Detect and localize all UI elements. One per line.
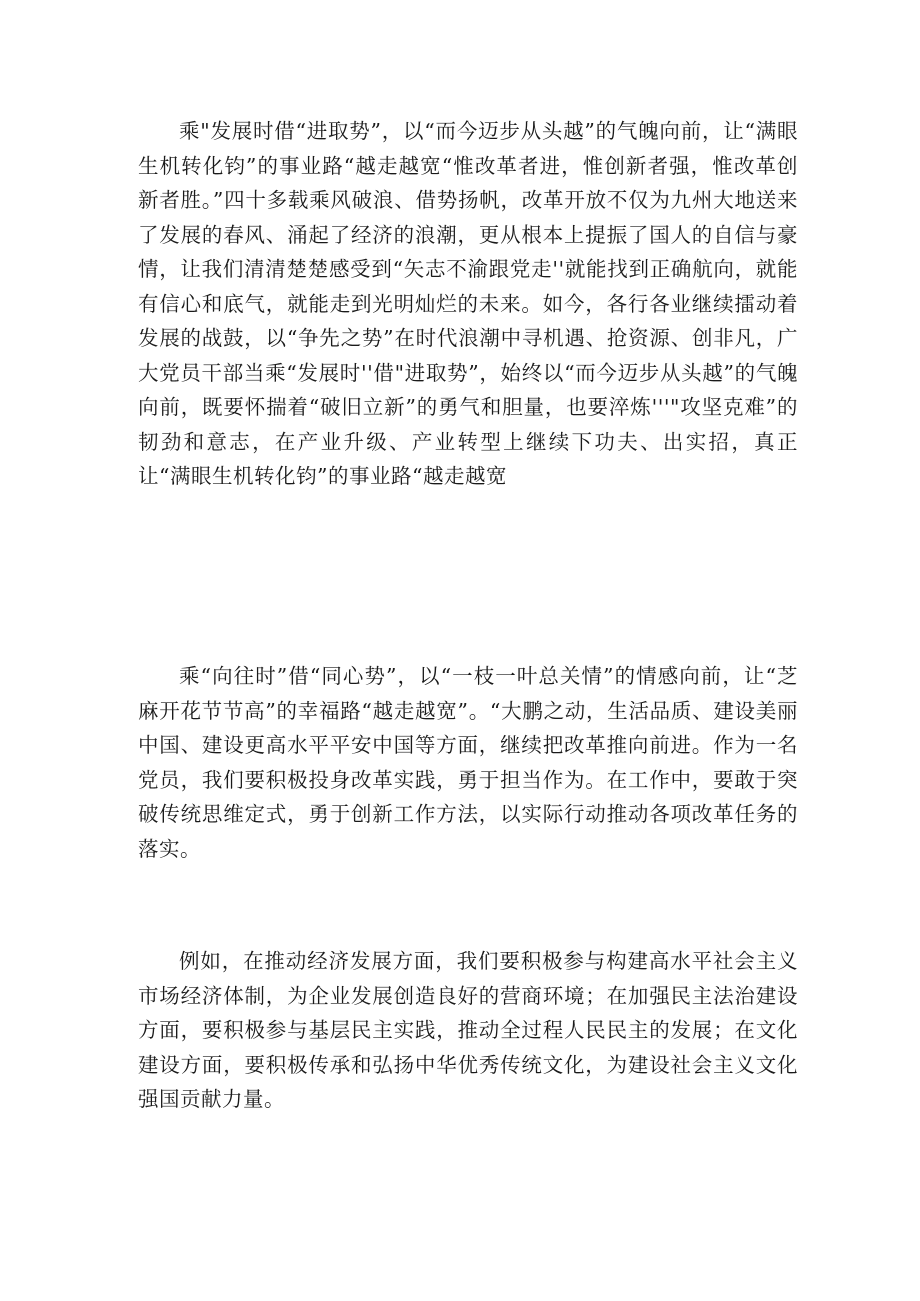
paragraph-2: 乘“向往时”借“同心势”，以“一枝一叶总关情”的情感向前，让“芝麻开花节节高”的幸福路“越走越宽”。“大鹏之动，生活品质、建设美丽中国、建设更高水平平安中国等方面，继续把改革推向前进。作为一名党员，我们要积极投身改革实践，勇于担当作为。在工作中，要敢于突破传统思维定式，勇于创新工作方法，以实际行动推动各项改革任务的落实。 xyxy=(138,664,798,861)
paragraph-1: 乘"发展时借“进取势”，以“而今迈步从头越”的气魄向前，让“满眼生机转化钧”的事业路“越走越宽“惟改革者进，惟创新者强，惟改革创新者胜。”四十多载乘风破浪、借势扬帆，改革开放不仅为九州大地送来了发展的春风、涌起了经济的浪潮，更从根本上提振了国人的自信与豪情，让我们清清楚楚感受到“矢志不渝跟党走''就能找到正确航向，就能有信心和底气，就能走到光明灿烂的未来。如今，各行各业继续擂动着发展的战鼓，以“争先之势”在时代浪潮中寻机遇、抢资源、创非凡，广大党员干部当乘“发展时''借"进取势”，始终以“而今迈步从头越”的气魄向前，既要怀揣着“破旧立新”的勇气和胆量，也要淬炼'''"攻坚克难”的韧劲和意志，在产业升级、产业转型上继续下功夫、出实招，真正让“满眼生机转化钧”的事业路“越走越宽 xyxy=(138,119,798,488)
paragraph-3: 例如，在推动经济发展方面，我们要积极参与构建高水平社会主义市场经济体制，为企业发展创造良好的营商环境；在加强民主法治建设方面，要积极参与基层民主实践，推动全过程人民民主的发展；在文化建设方面，要积极传承和弘扬中华优秀传统文化，为建设社会主义文化强国贡献力量。 xyxy=(138,949,798,1111)
